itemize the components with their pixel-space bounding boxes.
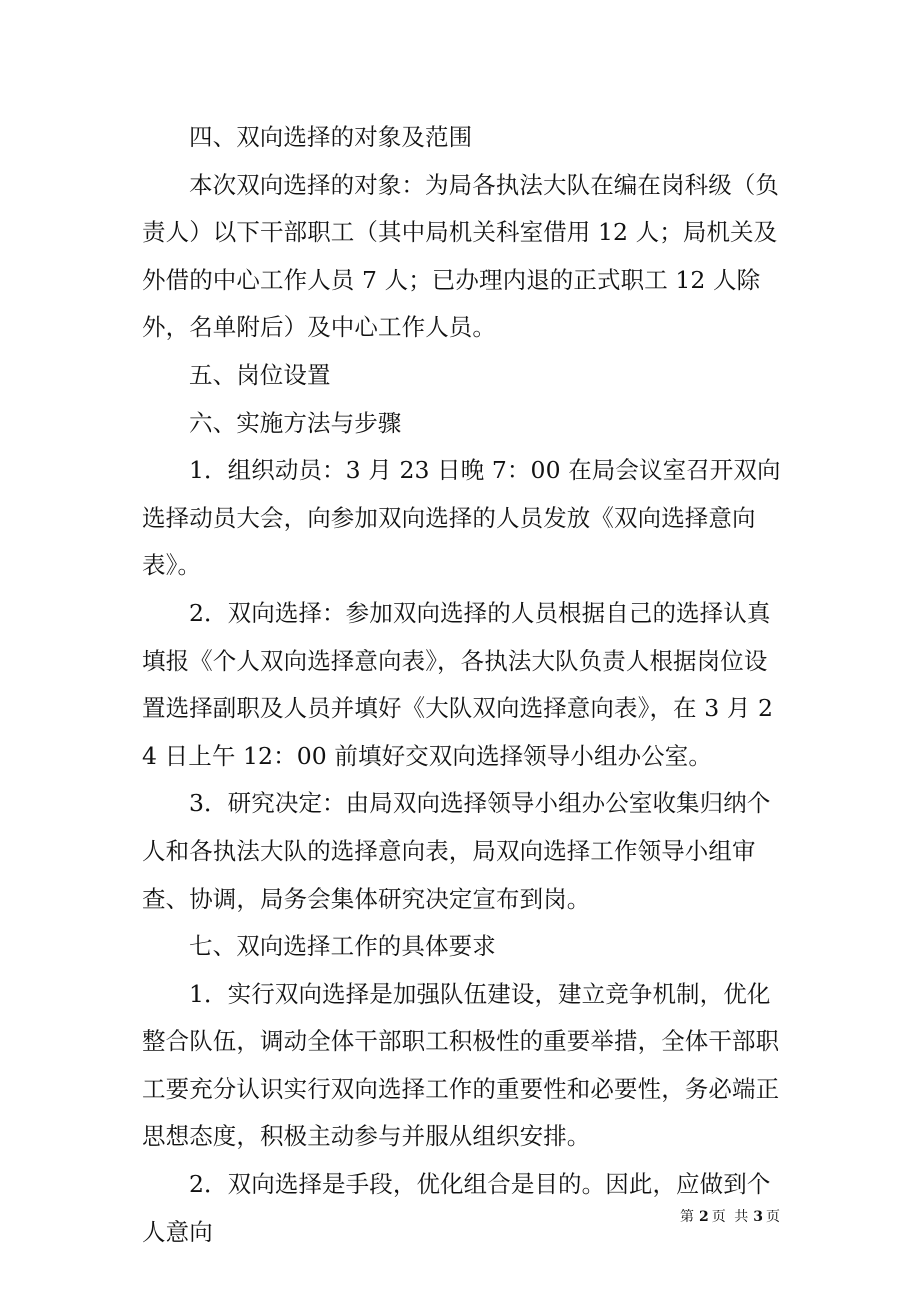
paragraph-requirement-2: 2．双向选择是手段，优化组合是目的。因此，应做到个人意向 [142, 1170, 771, 1246]
footer-suffix: 页 [766, 1209, 782, 1225]
footer-middle: 页 共 [711, 1209, 751, 1225]
heading-section-5: 五、岗位设置 [189, 360, 331, 389]
document-body [142, 114, 784, 1256]
paragraph-step-2: 2．双向选择：参加双向选择的人员根据自己的选择认真填报《个人双向选择意向表》，各执法大队负责人根据岗位设置选择副职及人员并填好《大队双向选择意向表》，在 3 月 24 日上午 12：00 前填好交双向选择领导小组办公室。 [142, 598, 774, 770]
heading-section-4: 四、双向选择的对象及范围 [189, 123, 473, 151]
page-footer [680, 1208, 782, 1226]
paragraph-requirement-1: 1．实行双向选择是加强队伍建设，建立竞争机制，优化整合队伍，调动全体干部职工积极性的重要举措，全体干部职工要充分认识实行双向选择工作的重要性和必要性，务必端正思想态度，积极主动参与并服从组织安排。 [142, 979, 780, 1151]
paragraph-step-3: 3．研究决定：由局双向选择领导小组办公室收集归纳个人和各执法大队的选择意向表，局双向选择工作领导小组审查、协调，局务会集体研究决定宣布到岗。 [142, 789, 771, 913]
heading-section-6: 六、实施方法与步骤 [189, 408, 402, 437]
footer-page-number: 2 [699, 1209, 709, 1225]
paragraph-scope: 本次双向选择的对象：为局各执法大队在编在岗科级（负责人）以下干部职工（其中局机关科室借用 12 人；局机关及外借的中心工作人员 7 人；已办理内退的正式职工 12 人除外，名单附后）及中心工作人员。 [142, 170, 779, 342]
footer-total-pages: 3 [753, 1209, 763, 1225]
footer-prefix: 第 [680, 1209, 697, 1225]
paragraph-step-1: 1．组织动员：3 月 23 日晚 7：00 在局会议室召开双向选择动员大会，向参加双向选择的人员发放《双向选择意向表》。 [142, 456, 781, 580]
heading-section-7: 七、双向选择工作的具体要求 [189, 932, 496, 961]
